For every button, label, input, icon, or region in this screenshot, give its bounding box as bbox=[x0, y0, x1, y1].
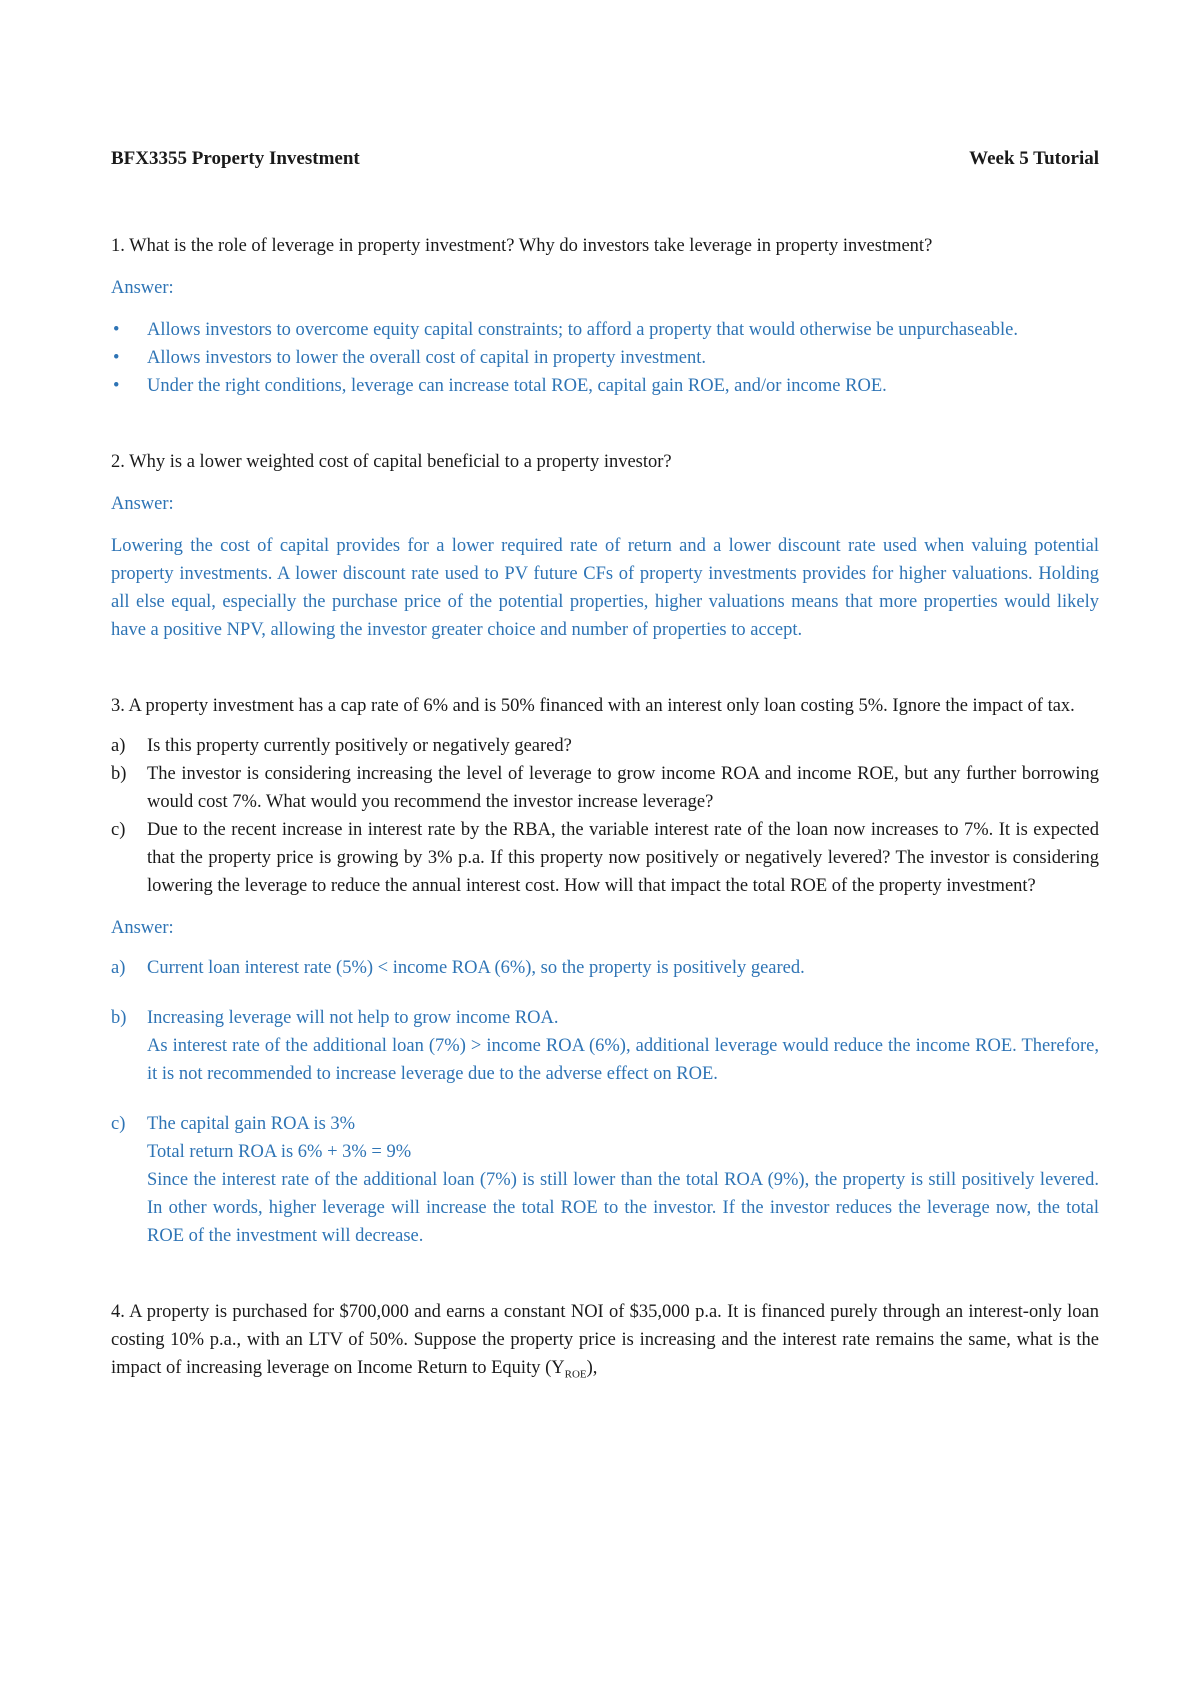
question-1: 1. What is the role of leverage in property investment? Why do investors take leverage in property investment? bbox=[111, 236, 933, 256]
question-4: 4. A property is purchased for $700,000 and earns a constant NOI of $35,000 p.a. It is financed purely through an interest-only loan costing 10% p.a., with an LTV of 50%. Suppose the property price is increasing and the interest rate remains the same, what is the impact of increasing leverage on Income Return to Equity $(Y_{ROE})$, bbox=[111, 1302, 1099, 1381]
list-item: c) The capital gain ROA is 3% Total return ROA is 6% + 3% = 9% Since the interest rate of the additional loan (7%) is still lower than the total ROA (9%), the property is still positively levered. In other words, higher leverage will increase the total ROE to the investor. If the investor reduces the leverage now, the total ROE of the investment will decrease. bbox=[111, 1114, 1099, 1246]
roe-subscript: ROE bbox=[564, 1368, 587, 1381]
page-header bbox=[111, 148, 1099, 170]
answer-label-1: Answer: bbox=[111, 278, 174, 298]
list-item: a) Is this property currently positively or negatively geared? bbox=[111, 736, 572, 756]
answer-label-2: Answer: bbox=[111, 494, 174, 514]
answer-1-list bbox=[111, 316, 1099, 400]
answer-2: Lowering the cost of capital provides for a lower required rate of return and a lower discount rate used when valuing potential property investments. A lower discount rate used to PV future CFs of property investments provides for higher valuations. Holding all else equal, especially the purchase price of the potential properties, higher valuations means that more properties would likely have a positive NPV, allowing the investor greater choice and number of properties to accept. bbox=[111, 536, 1099, 640]
document-body bbox=[111, 232, 1099, 1389]
list-item: • Under the right conditions, leverage can increase total ROE, capital gain ROE, and/or income ROE. bbox=[111, 372, 1099, 400]
list-item: • Allows investors to lower the overall cost of capital in property investment. bbox=[111, 344, 1099, 372]
question-2: 2. Why is a lower weighted cost of capital beneficial to a property investor? bbox=[111, 452, 672, 472]
answer-label-3: Answer: bbox=[111, 918, 174, 938]
list-item: b) Increasing leverage will not help to grow income ROA. As interest rate of the additional loan (7%) > income ROA (6%), additional leverage would reduce the income ROE. Therefore, it is not recommended to increase leverage due to the adverse effect on ROE. bbox=[111, 1008, 1099, 1084]
bullet-icon: • bbox=[113, 376, 120, 396]
answer-3-list bbox=[111, 954, 1099, 1250]
list-item: b) The investor is considering increasing the level of leverage to grow income ROA and income ROE, but any further borrowing would cost 7%. What would you recommend the investor increase leverage? bbox=[111, 764, 1099, 812]
question-3: 3. A property investment has a cap rate of 6% and is 50% financed with an interest only loan costing 5%. Ignore the impact of tax. bbox=[111, 696, 1075, 716]
question-3-parts bbox=[111, 732, 1099, 900]
bullet-icon: • bbox=[113, 320, 120, 340]
list-item: c) Due to the recent increase in interest rate by the RBA, the variable interest rate of the loan now increases to 7%. It is expected that the property price is growing by 3% p.a. If this property now positively or negatively levered? The investor is considering lowering the leverage to reduce the annual interest cost. How will that impact the total ROE of the property investment? bbox=[111, 820, 1099, 896]
list-item: • Allows investors to overcome equity capital constraints; to afford a property that would otherwise be unpurchaseable. bbox=[111, 316, 1099, 344]
course-title: BFX3355 Property Investment bbox=[111, 148, 360, 169]
list-item: a) Current loan interest rate (5%) < income ROA (6%), so the property is positively geared. bbox=[111, 958, 805, 978]
week-label: Week 5 Tutorial bbox=[969, 148, 1099, 169]
bullet-icon: • bbox=[113, 348, 120, 368]
